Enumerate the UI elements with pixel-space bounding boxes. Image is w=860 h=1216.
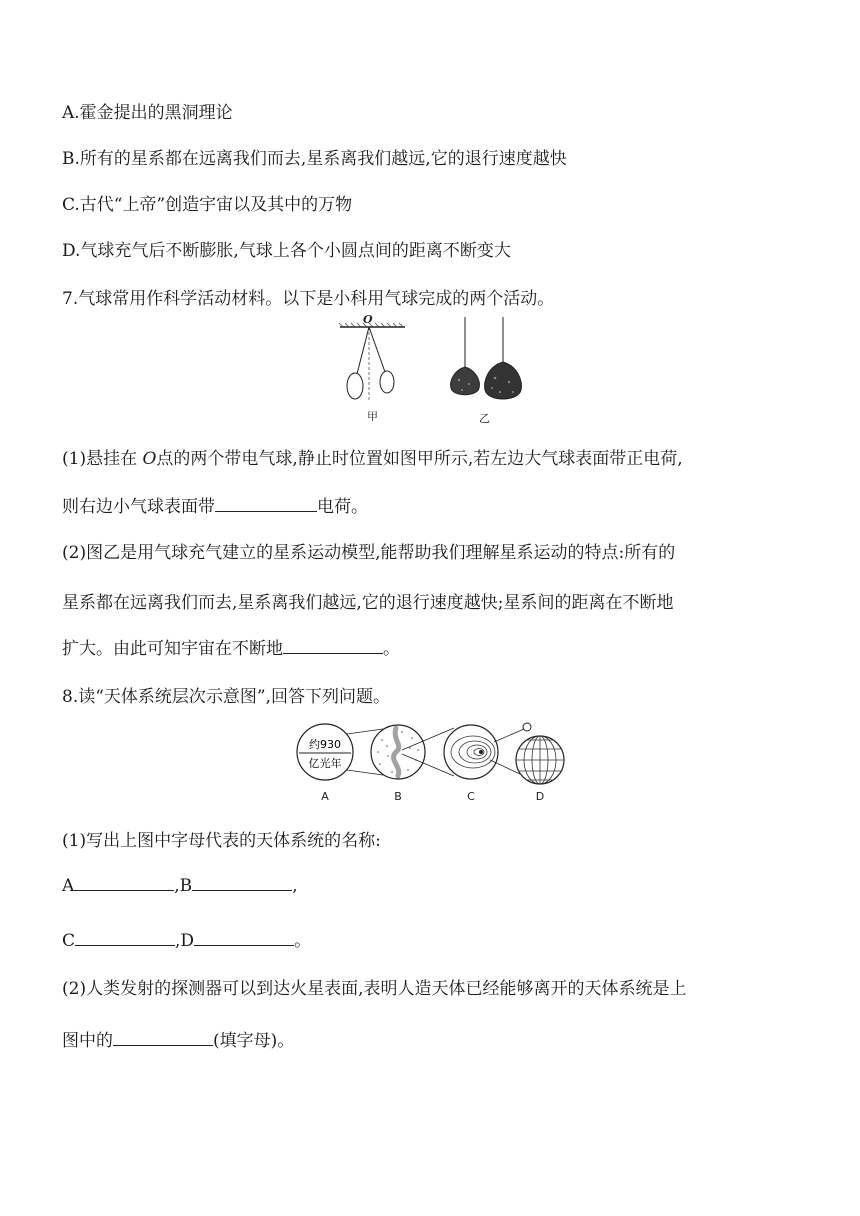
option-a: A.霍金提出的黑洞理论 <box>62 103 233 123</box>
label-c: C <box>467 790 475 803</box>
row2-end: 。 <box>294 931 312 951</box>
q7-answer-blank-1[interactable] <box>215 495 317 512</box>
q8-p2-line1: (2)人类发射的探测器可以到达火星表面,表明人造天体已经能够离开的天体系统是上 <box>62 979 687 999</box>
q7-p2-line3 <box>62 634 400 659</box>
q7-balloon-figure <box>335 312 535 430</box>
option-d: D.气球充气后不断膨胀,气球上各个小圆点间的距离不断变大 <box>62 241 511 261</box>
q7-p1-text-a: (1)悬挂在 <box>62 449 143 469</box>
q7-p2-line2: 星系都在远离我们而去,星系离我们越远,它的退行速度越快;星系间的距离在不断地 <box>62 593 674 613</box>
circle-a-text-1: 约930 <box>309 738 341 751</box>
q8-row1 <box>62 874 298 896</box>
q7-p2-line1: (2)图乙是用气球充气建立的星系运动模型,能帮助我们理解星系运动的特点:所有的 <box>62 543 676 563</box>
q8-row2 <box>62 926 311 951</box>
q7-p1-o: O <box>142 449 157 469</box>
point-o-label: O <box>363 313 373 326</box>
row1-b: ,B <box>174 876 193 896</box>
q7-p1-line2-b: 电荷。 <box>317 497 368 517</box>
option-b: B.所有的星系都在远离我们而去,星系离我们越远,它的退行速度越快 <box>62 149 567 169</box>
label-b: B <box>394 790 402 803</box>
row2-c: C <box>62 931 76 951</box>
row1-end: , <box>292 876 298 896</box>
q7-p1-text-b: 点的两个带电气球,静止时位置如图甲所示,若左边大气球表面带正电荷, <box>156 449 683 469</box>
q7-p2-line3-a: 扩大。由此可知宇宙在不断地 <box>62 639 283 659</box>
q7-p1-line2-a: 则右边小气球表面带 <box>62 497 215 517</box>
blank-b[interactable] <box>192 874 292 891</box>
q7-p1-line2 <box>62 492 368 517</box>
caption-yi: 乙 <box>479 412 490 425</box>
row2-d: ,D <box>175 931 195 951</box>
q7-stem: 7.气球常用作科学活动材料。以下是小科用气球完成的两个活动。 <box>62 289 555 309</box>
q8-stem: 8.读“天体系统层次示意图”,回答下列问题。 <box>62 687 391 707</box>
caption-jia: 甲 <box>367 410 378 423</box>
circle-a-text-2: 亿光年 <box>308 757 342 770</box>
blank-c[interactable] <box>75 929 175 946</box>
q7-p1-line1 <box>62 444 683 469</box>
q8-celestial-system-figure <box>292 716 574 806</box>
q8-p2-line2-b: (填字母)。 <box>213 1031 295 1051</box>
option-c: C.古代“上帝”创造宇宙以及其中的万物 <box>62 195 353 215</box>
row1-a: A <box>62 876 75 896</box>
q8-answer-blank[interactable] <box>113 1029 213 1046</box>
q7-answer-blank-2[interactable] <box>283 637 383 654</box>
q8-p1: (1)写出上图中字母代表的天体系统的名称: <box>62 831 381 851</box>
q7-p2-line3-b: 。 <box>383 639 400 659</box>
blank-a[interactable] <box>74 874 174 891</box>
label-d: D <box>535 790 545 803</box>
label-a: A <box>321 790 329 803</box>
q8-p2-line2 <box>62 1026 294 1051</box>
blank-d[interactable] <box>194 929 294 946</box>
q8-p2-line2-a: 图中的 <box>62 1031 113 1051</box>
